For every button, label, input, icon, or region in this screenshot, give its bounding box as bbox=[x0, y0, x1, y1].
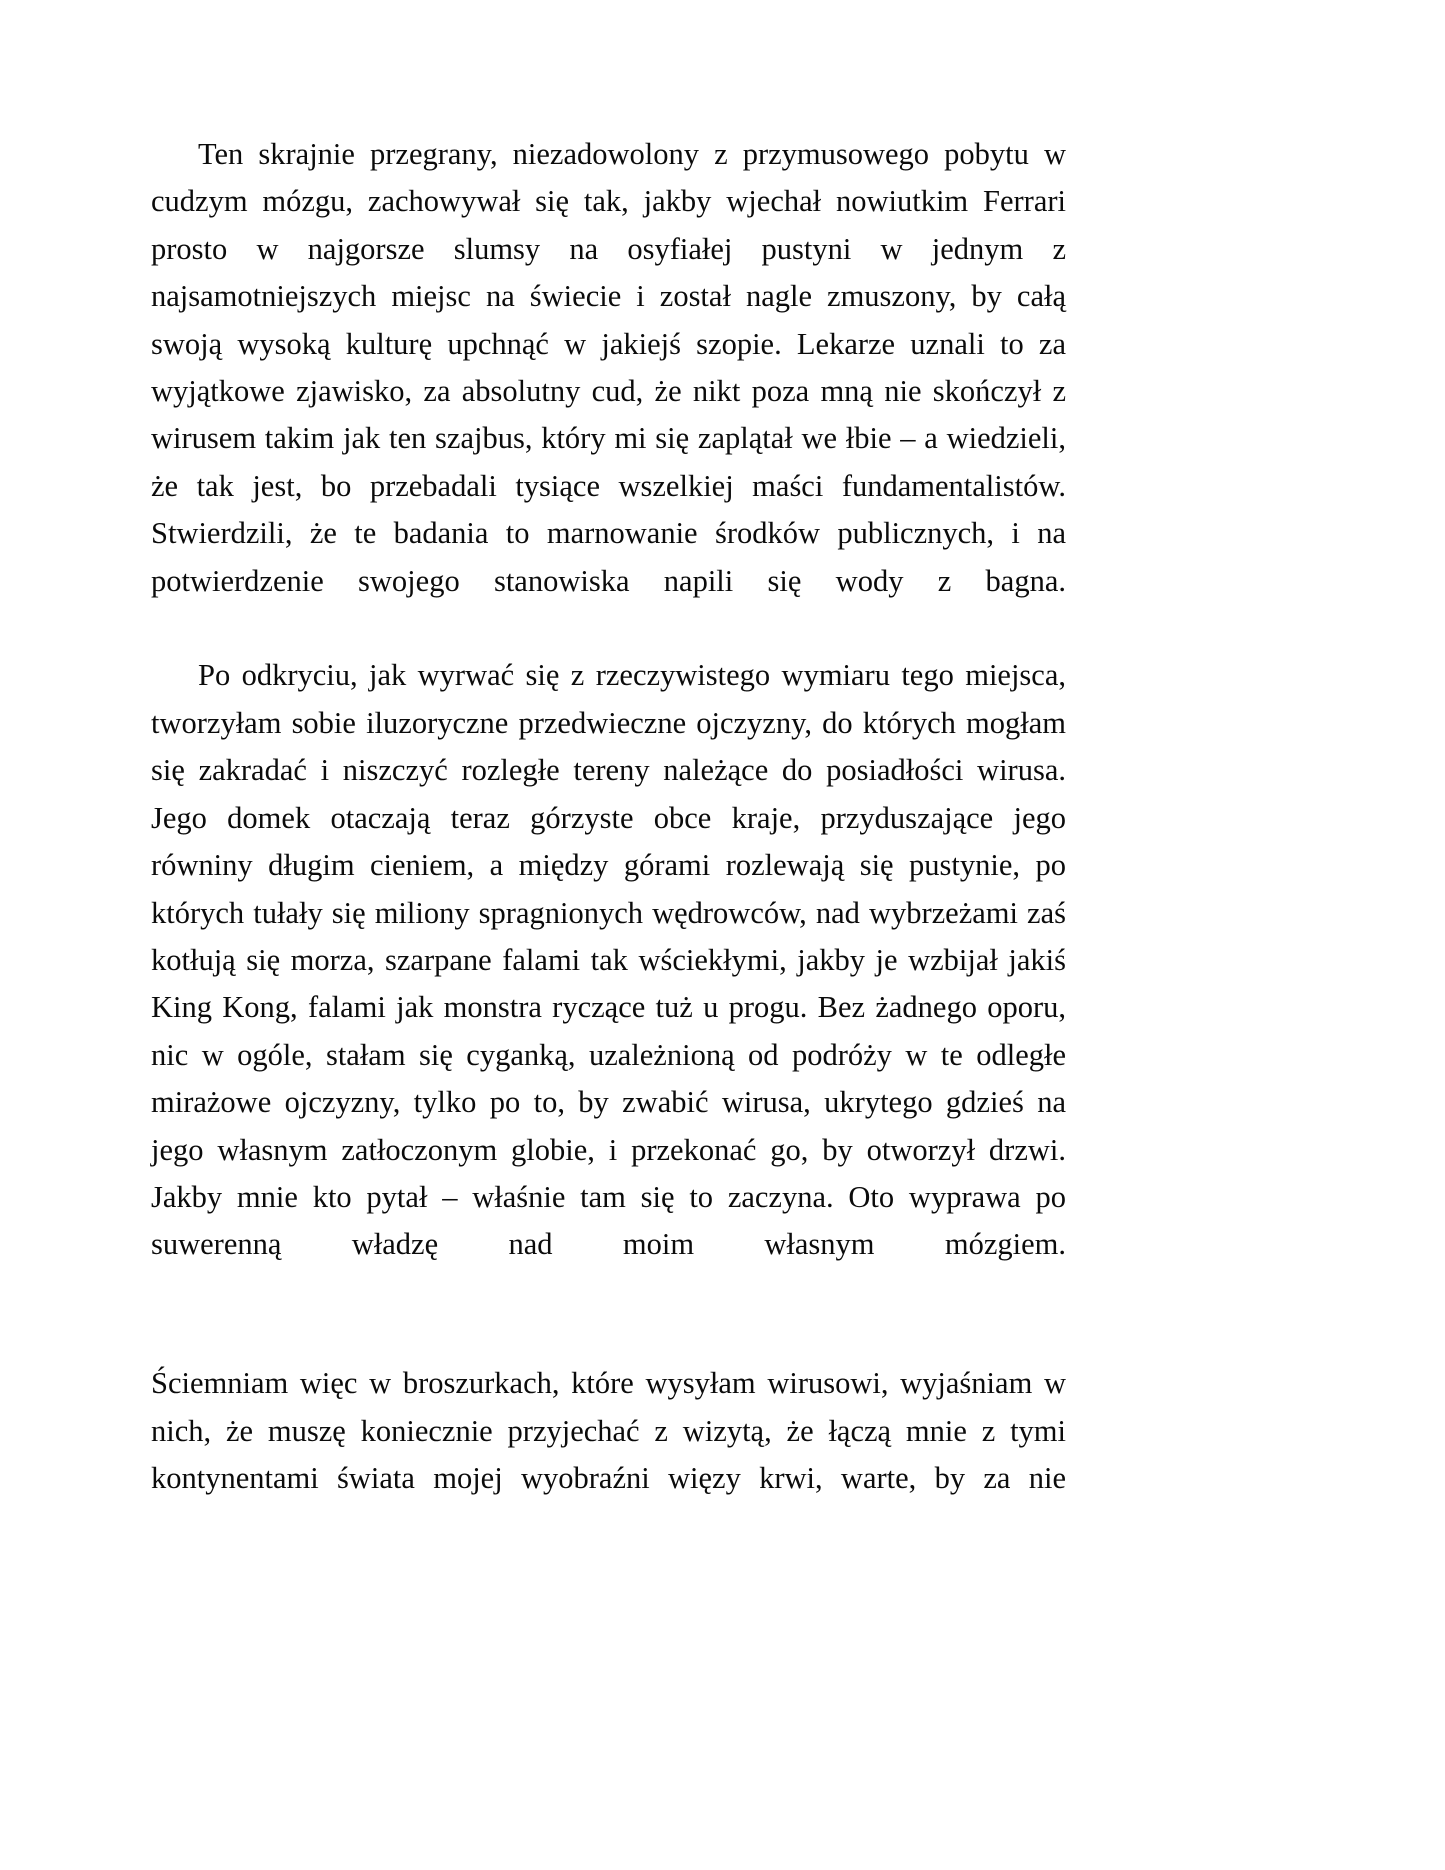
paragraph-1: Ten skrajnie przegrany, niezadowolony z przymusowego pobytu w cudzym mózgu, zachowywał się tak, jakby wjechał nowiutkim Ferrari prosto w najgorsze slumsy na osyfiałej pustyni w jednym z najsamotniejszych miejsc na świecie i został nagle zmuszony, by całą swoją wysoką kulturę upchnąć w jakiejś szopie. Lekarze uznali to za wyjątkowe zjawisko, za absolutny cud, że nikt poza mną nie skończył z wirusem takim jak ten szajbus, który mi się zaplątał we łbie – a wiedzieli, że tak jest, bo przebadali tysiące wszelkiej maści fundamentalistów. Stwierdzili, że te badania to marnowanie środków publicznych, i na potwierdzenie swojego stanowiska napili się wody z bagna. bbox=[151, 137, 1066, 598]
body-text-column bbox=[151, 131, 1066, 1550]
paragraph-2: Po odkryciu, jak wyrwać się z rzeczywistego wymiaru tego miejsca, tworzyłam sobie iluzoryczne przedwieczne ojczyzny, do których mogłam się zakradać i niszczyć rozległe tereny należące do posiadłości wirusa. Jego domek otaczają teraz górzyste obce kraje, przyduszające jego równiny długim cieniem, a między górami rozlewają się pustynie, po których tułały się miliony spragnionych wędrowców, nad wybrzeżami zaś kotłują się morza, szarpane falami tak wściekłymi, jakby je wzbijał jakiś King Kong, falami jak monstra ryczące tuż u progu. Bez żadnego oporu, nic w ogóle, stałam się cyganką, uzależnioną od podróży w te odległe mirażowe ojczyzny, tylko po to, by zwabić wirusa, ukrytego gdzieś na jego własnym zatłoczonym globie, i przekonać go, by otworzył drzwi. Jakby mnie kto pytał – właśnie tam się to zaczyna. Oto wyprawa po suwerenną władzę nad moim własnym mózgiem. bbox=[151, 658, 1066, 1262]
paragraph-3: Ściemniam więc w broszurkach, które wysyłam wirusowi, wyjaśniam w nich, że muszę koniecznie przyjechać z wizytą, że łączą mnie z tymi kontynentami świata mojej wyobraźni więzy krwi, warte, by za nie bbox=[151, 1366, 1066, 1495]
